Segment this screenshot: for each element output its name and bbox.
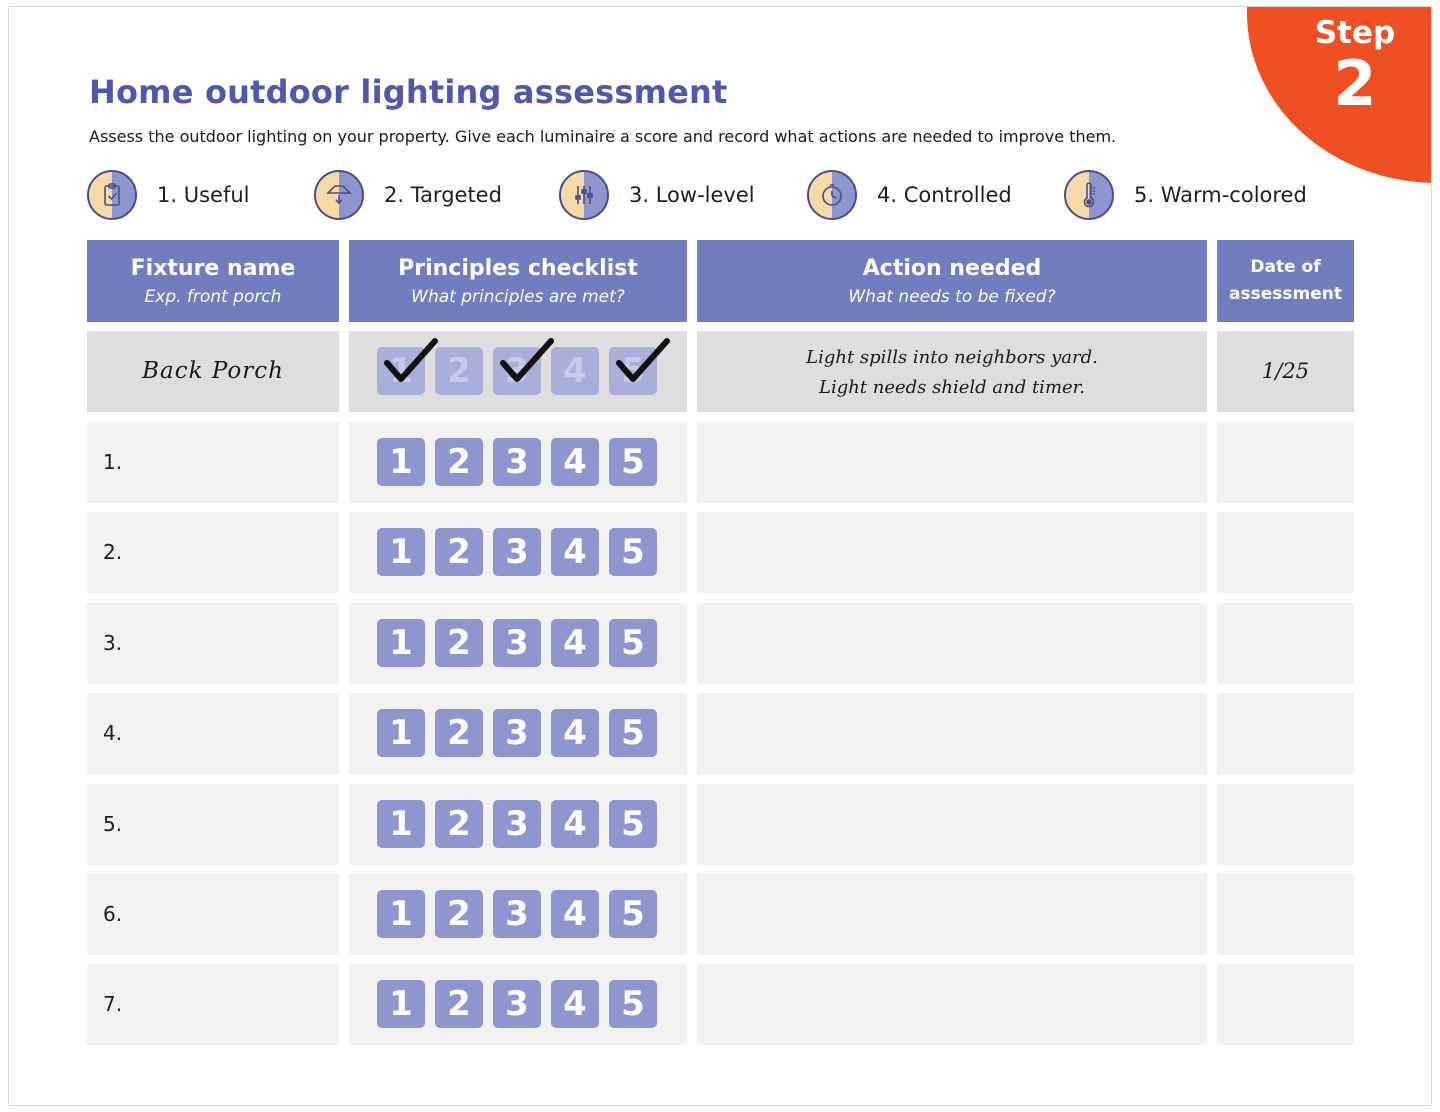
header-title: Action needed bbox=[862, 255, 1042, 281]
checkmark-icon bbox=[497, 335, 555, 387]
fixture-name-cell[interactable] bbox=[87, 422, 339, 503]
fixture-name-cell[interactable] bbox=[87, 693, 339, 774]
example-action-line: Light spills into neighbors yard. bbox=[806, 347, 1098, 368]
checklist-cell bbox=[349, 603, 687, 684]
score-box-3[interactable]: 3 bbox=[493, 980, 541, 1028]
header-action-needed bbox=[697, 240, 1207, 322]
score-box-2[interactable]: 2 bbox=[435, 800, 483, 848]
score-box-4[interactable]: 4 bbox=[551, 528, 599, 576]
row-number: 5. bbox=[103, 812, 123, 836]
score-box-label: 3 bbox=[505, 351, 529, 391]
fixture-name-cell[interactable] bbox=[87, 964, 339, 1045]
score-box-2[interactable]: 2 bbox=[435, 619, 483, 667]
sliders-icon bbox=[559, 170, 609, 220]
checklist-cell bbox=[349, 693, 687, 774]
fixture-name-cell[interactable] bbox=[87, 603, 339, 684]
score-box-3[interactable]: 3 bbox=[493, 619, 541, 667]
score-box-5[interactable]: 5 bbox=[609, 619, 657, 667]
score-boxes bbox=[377, 347, 667, 395]
score-boxes bbox=[377, 980, 667, 1028]
score-box-3[interactable]: 3 bbox=[493, 709, 541, 757]
header-title-line1: Date of bbox=[1250, 257, 1321, 277]
table-row bbox=[87, 512, 1355, 593]
principle-label: 3. Low-level bbox=[629, 183, 755, 207]
principle-low-level bbox=[559, 168, 755, 222]
score-box-5[interactable]: 5 bbox=[609, 709, 657, 757]
principle-label: 5. Warm-colored bbox=[1134, 183, 1307, 207]
date-cell[interactable] bbox=[1217, 874, 1354, 955]
header-date-of-assessment bbox=[1217, 240, 1354, 322]
principle-warm-colored bbox=[1064, 168, 1307, 222]
example-action-line: Light needs shield and timer. bbox=[818, 377, 1086, 398]
score-box-1 bbox=[377, 347, 425, 395]
table-row bbox=[87, 603, 1355, 684]
date-cell[interactable] bbox=[1217, 964, 1354, 1045]
score-boxes bbox=[377, 528, 667, 576]
checklist-cell bbox=[349, 512, 687, 593]
score-box-1[interactable]: 1 bbox=[377, 619, 425, 667]
score-box-3 bbox=[493, 347, 541, 395]
score-box-3[interactable]: 3 bbox=[493, 890, 541, 938]
shielded-lamp-icon bbox=[314, 170, 364, 220]
step-badge bbox=[1247, 6, 1432, 183]
page-title: Home outdoor lighting assessment bbox=[89, 73, 728, 111]
principle-controlled bbox=[807, 168, 1012, 222]
table-row bbox=[87, 784, 1355, 865]
clipboard-icon bbox=[87, 170, 137, 220]
action-needed-cell[interactable] bbox=[697, 512, 1207, 593]
example-action-text bbox=[697, 343, 1207, 403]
page-subtitle: Assess the outdoor lighting on your property. Give each luminaire a score and record what actions are needed to improve them. bbox=[89, 127, 1117, 146]
table-row bbox=[87, 422, 1355, 503]
score-box-4[interactable]: 4 bbox=[551, 709, 599, 757]
score-box-5[interactable]: 5 bbox=[609, 980, 657, 1028]
row-number: 2. bbox=[103, 540, 123, 564]
example-fixture-name: Back Porch bbox=[142, 358, 284, 384]
fixture-name-cell[interactable] bbox=[87, 874, 339, 955]
score-boxes bbox=[377, 890, 667, 938]
date-cell[interactable] bbox=[1217, 693, 1354, 774]
score-box-3[interactable]: 3 bbox=[493, 438, 541, 486]
table-row bbox=[87, 964, 1355, 1045]
score-box-2[interactable]: 2 bbox=[435, 980, 483, 1028]
fixture-name-cell[interactable] bbox=[87, 784, 339, 865]
example-action-cell bbox=[697, 331, 1207, 412]
principle-targeted bbox=[314, 168, 502, 222]
header-title-line2: assessment bbox=[1229, 284, 1342, 304]
action-needed-cell[interactable] bbox=[697, 784, 1207, 865]
score-box-4[interactable]: 4 bbox=[551, 980, 599, 1028]
score-box-5[interactable]: 5 bbox=[609, 890, 657, 938]
row-number: 1. bbox=[103, 450, 123, 474]
score-box-4[interactable]: 4 bbox=[551, 619, 599, 667]
checklist-cell bbox=[349, 784, 687, 865]
principle-label: 2. Targeted bbox=[384, 183, 502, 207]
date-cell[interactable] bbox=[1217, 784, 1354, 865]
principle-useful bbox=[87, 168, 249, 222]
date-cell[interactable] bbox=[1217, 603, 1354, 684]
header-principles-checklist bbox=[349, 240, 687, 322]
score-box-3[interactable]: 3 bbox=[493, 800, 541, 848]
score-box-2[interactable]: 2 bbox=[435, 438, 483, 486]
checklist-cell bbox=[349, 964, 687, 1045]
row-number: 3. bbox=[103, 631, 123, 655]
principle-label: 4. Controlled bbox=[877, 183, 1012, 207]
thermometer-icon bbox=[1064, 170, 1114, 220]
score-box-5 bbox=[609, 347, 657, 395]
row-number: 7. bbox=[103, 992, 123, 1016]
principle-label: 1. Useful bbox=[157, 183, 250, 207]
action-needed-cell[interactable] bbox=[697, 603, 1207, 684]
fixture-name-cell[interactable] bbox=[87, 512, 339, 593]
score-box-4[interactable]: 4 bbox=[551, 438, 599, 486]
example-date-cell bbox=[1217, 331, 1354, 412]
principles-legend bbox=[87, 168, 1347, 222]
example-date: 1/25 bbox=[1261, 359, 1310, 383]
checkmark-icon bbox=[381, 335, 439, 387]
score-boxes bbox=[377, 619, 667, 667]
score-box-1[interactable]: 1 bbox=[377, 709, 425, 757]
table-row bbox=[87, 693, 1355, 774]
score-box-2[interactable]: 2 bbox=[435, 528, 483, 576]
score-box-label: 5 bbox=[621, 351, 645, 391]
timer-icon bbox=[807, 170, 857, 220]
action-needed-cell[interactable] bbox=[697, 693, 1207, 774]
checklist-cell bbox=[349, 422, 687, 503]
score-box-1[interactable]: 1 bbox=[377, 980, 425, 1028]
score-box-2[interactable]: 2 bbox=[435, 890, 483, 938]
score-box-1[interactable]: 1 bbox=[377, 890, 425, 938]
header-subtitle: What principles are met? bbox=[411, 286, 625, 307]
example-checklist-cell bbox=[349, 331, 687, 412]
example-fixture-cell bbox=[87, 331, 339, 412]
score-box-4 bbox=[551, 347, 599, 395]
checklist-cell bbox=[349, 874, 687, 955]
score-boxes bbox=[377, 709, 667, 757]
header-title: Fixture name bbox=[130, 255, 296, 281]
score-box-3[interactable]: 3 bbox=[493, 528, 541, 576]
header-title: Principles checklist bbox=[398, 255, 638, 281]
header-subtitle: Exp. front porch bbox=[144, 286, 282, 307]
step-word: Step bbox=[1314, 15, 1396, 51]
score-box-1[interactable]: 1 bbox=[377, 528, 425, 576]
step-number: 2 bbox=[1333, 47, 1377, 120]
score-box-5[interactable]: 5 bbox=[609, 800, 657, 848]
header-subtitle: What needs to be fixed? bbox=[848, 286, 1056, 307]
score-box-4[interactable]: 4 bbox=[551, 800, 599, 848]
score-box-5[interactable]: 5 bbox=[609, 528, 657, 576]
row-number: 4. bbox=[103, 721, 123, 745]
score-box-label: 2 bbox=[447, 351, 471, 391]
score-box-4[interactable]: 4 bbox=[551, 890, 599, 938]
score-box-1[interactable]: 1 bbox=[377, 800, 425, 848]
date-cell[interactable] bbox=[1217, 512, 1354, 593]
row-number: 6. bbox=[103, 902, 123, 926]
table-row bbox=[87, 874, 1355, 955]
score-box-1[interactable]: 1 bbox=[377, 438, 425, 486]
header-fixture-name bbox=[87, 240, 339, 322]
score-boxes bbox=[377, 438, 667, 486]
score-box-5[interactable]: 5 bbox=[609, 438, 657, 486]
score-box-label: 1 bbox=[389, 351, 413, 391]
score-box-label: 4 bbox=[563, 351, 587, 391]
score-box-2 bbox=[435, 347, 483, 395]
action-needed-cell[interactable] bbox=[697, 964, 1207, 1045]
action-needed-cell[interactable] bbox=[697, 874, 1207, 955]
date-cell[interactable] bbox=[1217, 422, 1354, 503]
worksheet-page bbox=[8, 6, 1432, 1106]
score-boxes bbox=[377, 800, 667, 848]
score-box-2[interactable]: 2 bbox=[435, 709, 483, 757]
action-needed-cell[interactable] bbox=[697, 422, 1207, 503]
checkmark-icon bbox=[613, 335, 671, 387]
